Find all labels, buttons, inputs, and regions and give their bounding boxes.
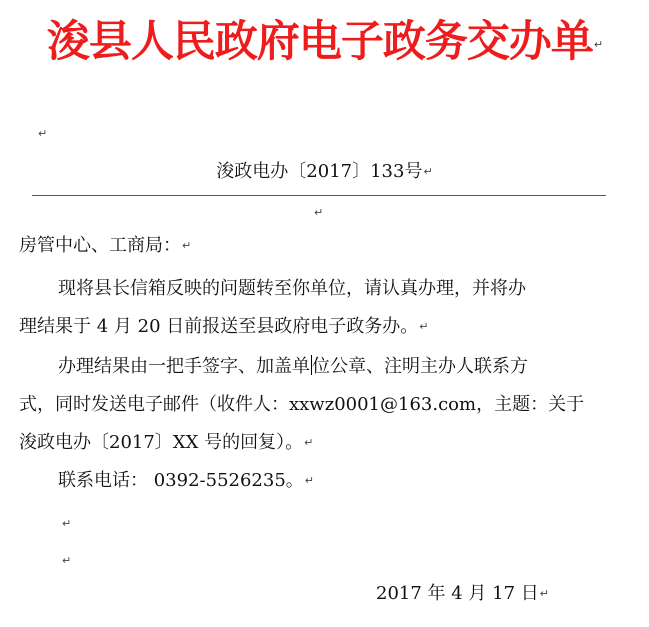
paragraph-mark-icon: ↵ (62, 554, 72, 567)
paragraph-mark-icon: ↵ (314, 206, 324, 219)
paragraph-2-text-2: 式，同时发送电子邮件（收件人：xxwz0001@163.com，主题：关于 (19, 394, 585, 415)
title-text: 浚县人民政府电子政务交办单 (46, 17, 593, 67)
document-title (0, 12, 649, 75)
paragraph-2-line-1[interactable] (58, 353, 528, 381)
red-divider-line (32, 195, 606, 196)
contact-text: 联系电话： 0392-5526235。 (58, 470, 304, 491)
date-text: 2017 年 4 月 17 日 (376, 583, 539, 604)
paragraph-1-text-2: 理结果于 4 月 20 日前报送至县政府电子政务办。 (19, 316, 419, 337)
document-number-text: 浚政电办〔2017〕133号 (216, 161, 423, 182)
paragraph-mark-icon: ↵ (423, 165, 433, 178)
paragraph-2-line-2 (19, 391, 584, 419)
paragraph-2-text-1a: 办理结果由一把手签字、加盖单 (58, 356, 310, 377)
paragraph-1-line-1 (58, 275, 526, 303)
recipient-line (19, 232, 191, 260)
paragraph-mark-icon: ↵ (419, 320, 429, 333)
paragraph-mark-icon: ↵ (539, 587, 549, 600)
paragraph-2-text-3: 浚政电办〔2017〕XX 号的回复）。 (19, 432, 304, 453)
contact-line (58, 467, 314, 495)
document-date (376, 580, 549, 608)
paragraph-2-line-3 (19, 429, 313, 457)
paragraph-1-text-1: 现将县长信箱反映的问题转至你单位，请认真办理，并将办 (58, 278, 526, 299)
paragraph-mark-icon: ↵ (38, 127, 48, 140)
paragraph-1-line-2 (19, 313, 428, 341)
paragraph-mark-icon: ↵ (182, 239, 192, 252)
paragraph-2-text-1b: 位公章、注明主办人联系方 (312, 356, 528, 377)
document-number (0, 158, 649, 186)
recipient-text: 房管中心、工商局： (19, 235, 181, 256)
paragraph-mark-icon: ↵ (62, 517, 72, 530)
paragraph-mark-icon: ↵ (304, 436, 314, 449)
paragraph-mark-icon: ↵ (304, 474, 314, 487)
paragraph-mark-icon: ↵ (593, 38, 603, 51)
